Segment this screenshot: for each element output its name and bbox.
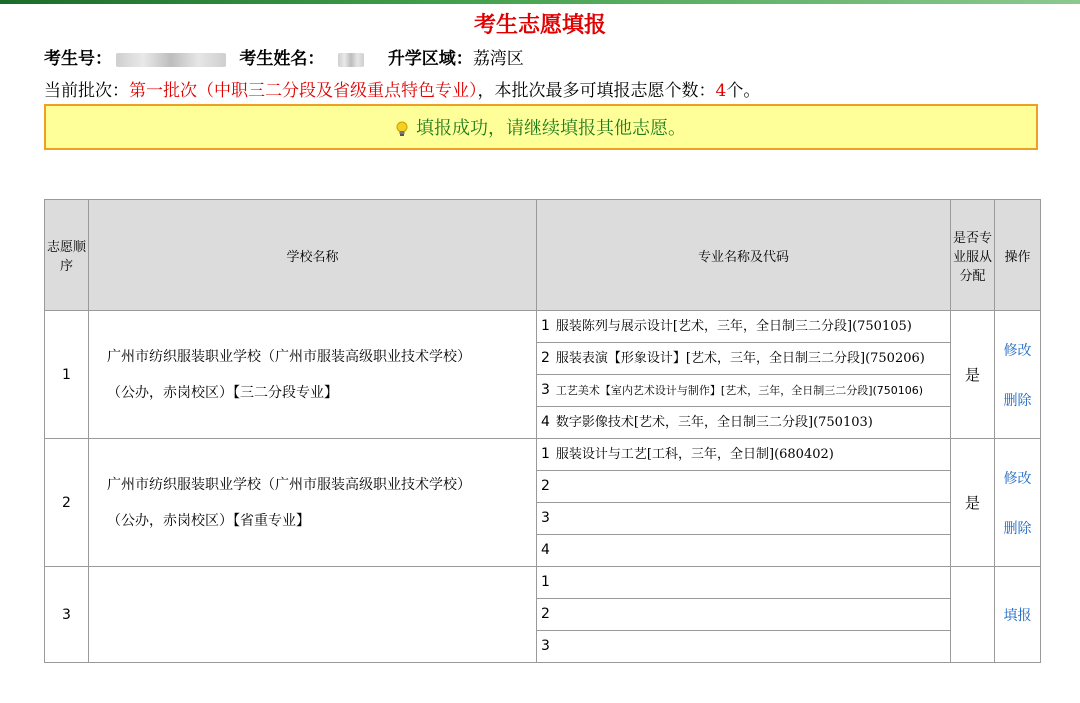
school-name-line1: 广州市纺织服装职业学校（广州市服装高级职业技术学校） <box>107 348 471 365</box>
header-major: 专业名称及代码 <box>537 200 951 311</box>
page-title: 考生志愿填报 <box>473 13 606 38</box>
table-row <box>45 567 1041 663</box>
header-obey: 是否专业服从分配 <box>951 200 995 311</box>
major-list <box>537 439 951 567</box>
top-accent-line <box>0 0 1080 4</box>
student-info <box>44 44 524 69</box>
major-item <box>537 535 950 566</box>
row-actions <box>995 567 1041 663</box>
obey-assignment: 是 <box>951 439 995 567</box>
major-text: 服装表演【形象设计】[艺术，三年，全日制三二分段](750206) <box>555 351 925 366</box>
choice-order: 3 <box>45 567 89 663</box>
major-text: 服装陈列与展示设计[艺术，三年，全日制三二分段](750105) <box>555 319 912 334</box>
major-item <box>537 599 950 631</box>
choice-order: 1 <box>45 311 89 439</box>
major-index: 4 <box>541 414 550 430</box>
major-index: 2 <box>541 350 550 366</box>
obey-assignment: 是 <box>951 311 995 439</box>
major-item <box>537 311 950 343</box>
major-item <box>537 567 950 599</box>
major-index: 4 <box>541 542 550 558</box>
edit-link[interactable]: 修改 <box>1003 470 1032 487</box>
batch-prefix: 当前批次： <box>44 81 129 101</box>
fill-in-link[interactable]: 填报 <box>1003 607 1032 624</box>
batch-name: 第一批次（中职三二分段及省级重点特色专业） <box>129 81 478 101</box>
major-list <box>537 311 951 439</box>
school-name <box>89 567 537 663</box>
major-index: 1 <box>541 574 550 590</box>
area-label: 升学区域： <box>387 49 473 69</box>
delete-link[interactable]: 删除 <box>1003 520 1032 537</box>
choices-table <box>44 199 1041 663</box>
major-item <box>537 439 950 471</box>
major-item <box>537 375 950 407</box>
lightbulb-icon <box>396 121 408 137</box>
major-list <box>537 567 951 663</box>
major-index: 2 <box>541 478 550 494</box>
header-ops: 操作 <box>995 200 1041 311</box>
school-name <box>89 439 537 567</box>
major-index: 2 <box>541 606 550 622</box>
major-text: 工艺美术【室内艺术设计与制作】[艺术，三年，全日制三二分段](750106) <box>555 384 924 397</box>
major-item <box>537 471 950 503</box>
table-row <box>45 439 1041 567</box>
table-header-row <box>45 200 1041 311</box>
major-index: 3 <box>541 382 550 398</box>
header-school: 学校名称 <box>89 200 537 311</box>
school-name <box>89 311 537 439</box>
redacted-student-id <box>116 53 226 67</box>
batch-max-count: 4 <box>715 81 727 101</box>
choice-order: 2 <box>45 439 89 567</box>
student-name-label: 考生姓名： <box>239 49 325 69</box>
major-item <box>537 343 950 375</box>
major-item <box>537 407 950 438</box>
batch-middle: ，本批次最多可填报志愿个数： <box>477 81 716 101</box>
table-row <box>45 311 1041 439</box>
batch-suffix: 个。 <box>726 81 761 101</box>
obey-assignment <box>951 567 995 663</box>
major-text: 服装设计与工艺[工科，三年，全日制](680402) <box>555 447 834 462</box>
edit-link[interactable]: 修改 <box>1003 342 1032 359</box>
redacted-student-name <box>338 53 364 67</box>
batch-info <box>44 76 760 101</box>
row-actions <box>995 311 1041 439</box>
major-index: 3 <box>541 638 550 654</box>
area-value: 荔湾区 <box>472 49 524 69</box>
school-name-line2: （公办，赤岗校区）【三二分段专业】 <box>107 384 338 401</box>
major-item <box>537 631 950 662</box>
school-name-line2: （公办，赤岗校区）【省重专业】 <box>107 512 310 529</box>
major-text: 数字影像技术[艺术，三年，全日制三二分段](750103) <box>555 415 873 430</box>
notice-text: 填报成功，请继续填报其他志愿。 <box>416 118 686 139</box>
major-index: 1 <box>541 318 550 334</box>
header-order: 志愿顺序 <box>45 200 89 311</box>
major-index: 1 <box>541 446 550 462</box>
major-item <box>537 503 950 535</box>
delete-link[interactable]: 删除 <box>1003 392 1032 409</box>
row-actions <box>995 439 1041 567</box>
student-id-label: 考生号： <box>44 49 112 69</box>
school-name-line1: 广州市纺织服装职业学校（广州市服装高级职业技术学校） <box>107 476 471 493</box>
success-notice <box>44 104 1038 150</box>
major-index: 3 <box>541 510 550 526</box>
